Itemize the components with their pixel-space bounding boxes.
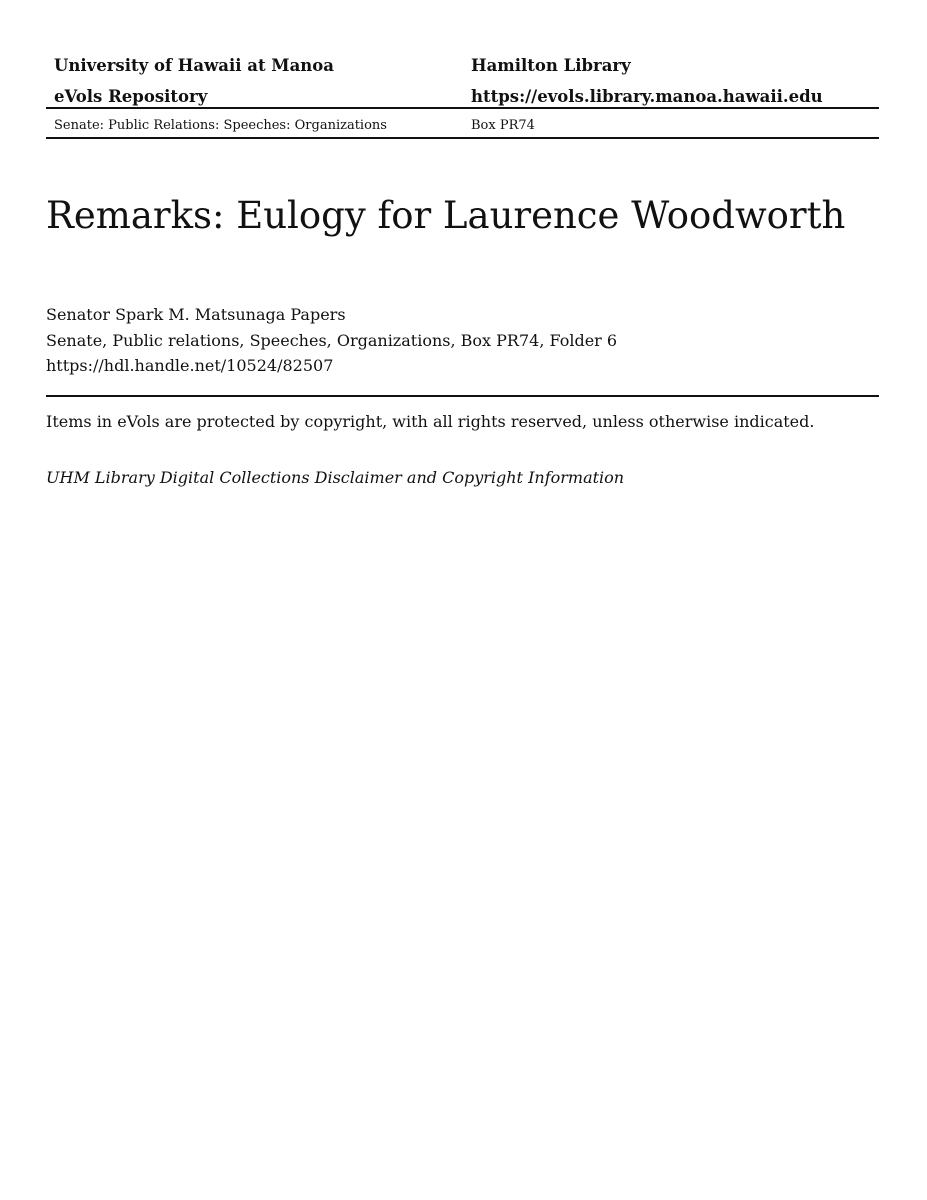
collection-name: Senator Spark M. Matsunaga Papers [46,305,346,324]
document-title: Remarks: Eulogy for Laurence Woodworth [46,194,846,237]
header-divider-top [46,107,879,109]
repository-header [46,53,879,115]
header-row-2 [46,84,879,115]
copyright-notice: Items in eVols are protected by copyright, with all rights reserved, unless otherwise indicated. [46,412,815,431]
handle-link[interactable]: https://hdl.handle.net/10524/82507 [46,356,334,375]
document-metadata [46,302,617,379]
repository-url[interactable]: https://evols.library.manoa.hawaii.edu [471,87,823,106]
box-label: Box PR74 [471,118,535,133]
disclaimer-link[interactable]: UHM Library Digital Collections Disclaimer and Copyright Information [46,468,625,487]
repository-name: eVols Repository [54,87,208,106]
metadata-divider [46,395,879,397]
library-name: Hamilton Library [471,56,631,75]
document-page [46,0,879,1200]
folder-location: Senate, Public relations, Speeches, Organizations, Box PR74, Folder 6 [46,330,618,350]
header-row-1 [46,53,879,84]
institution-name: University of Hawaii at Manoa [54,56,334,75]
series-path: Senate: Public Relations: Speeches: Organizations [54,118,387,133]
header-divider-bottom [46,137,879,139]
